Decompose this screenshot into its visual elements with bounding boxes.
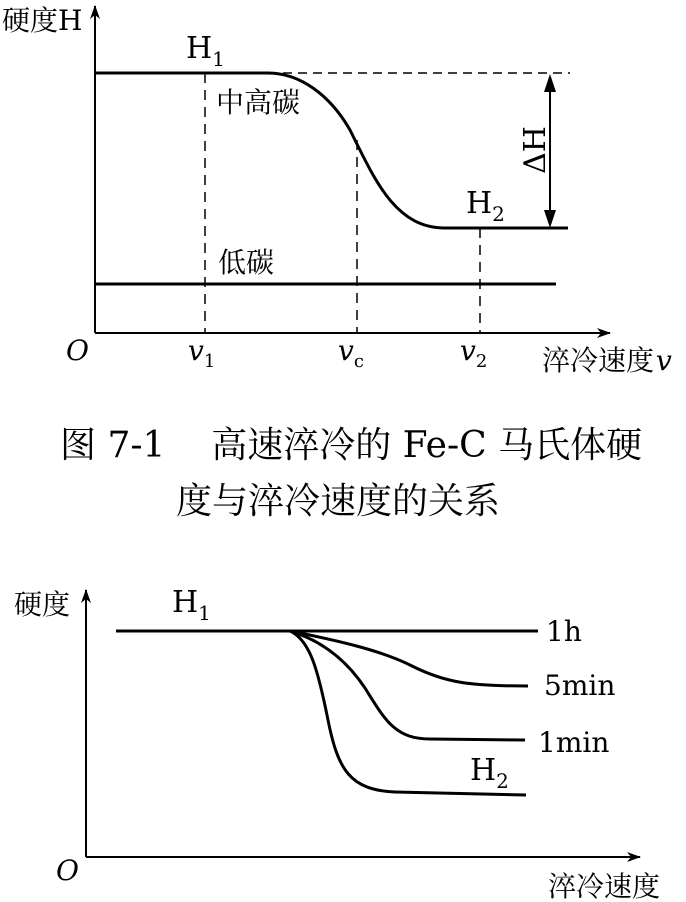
fig2-series-label-5min: 5min	[544, 669, 616, 702]
fig1-h1-label: $H_1$	[186, 31, 225, 71]
fig1-tick-label-vc: $v_c$	[338, 334, 364, 372]
fig2-h1-label: $H_1$	[172, 585, 211, 625]
fig1-y-axis-label: 硬度H	[2, 4, 83, 37]
fig2-h2-label: $H_2$	[470, 753, 509, 793]
fig1-x-axis-label: 淬冷速度v	[542, 344, 672, 377]
fig2-series-5min	[290, 631, 528, 686]
fig1-delta-h-arrowhead-bottom	[544, 210, 556, 228]
figure-2	[14, 585, 660, 902]
fig2-series-label-1min: 1min	[538, 726, 610, 759]
fig1-series-label-medium-high-carbon: 中高碳	[216, 86, 301, 119]
fig1-caption-line-1: 图 7-1 高速淬冷的 Fe-C 马氏体硬	[60, 425, 643, 466]
fig1-series-label-low-carbon: 低碳	[218, 246, 275, 279]
fig1-delta-h-label: ΔH	[518, 126, 553, 174]
fig1-origin-label: O	[66, 334, 89, 367]
fig1-delta-h-arrowhead-top	[544, 74, 556, 92]
fig2-y-axis-label: 硬度	[14, 588, 71, 621]
fig1-tick-label-v2: $v_2$	[460, 334, 488, 372]
fig2-series-label-1h: 1h	[546, 615, 582, 648]
fig2-x-axis-label: 淬冷速度	[548, 870, 661, 902]
fig1-h2-label: $H_2$	[466, 186, 505, 226]
fig1-tick-label-v1: $v_1$	[188, 334, 216, 372]
fig1-caption-line-2: 度与淬冷速度的关系	[176, 481, 501, 522]
figure-1	[2, 4, 672, 522]
fig2-origin-label: O	[56, 854, 79, 887]
